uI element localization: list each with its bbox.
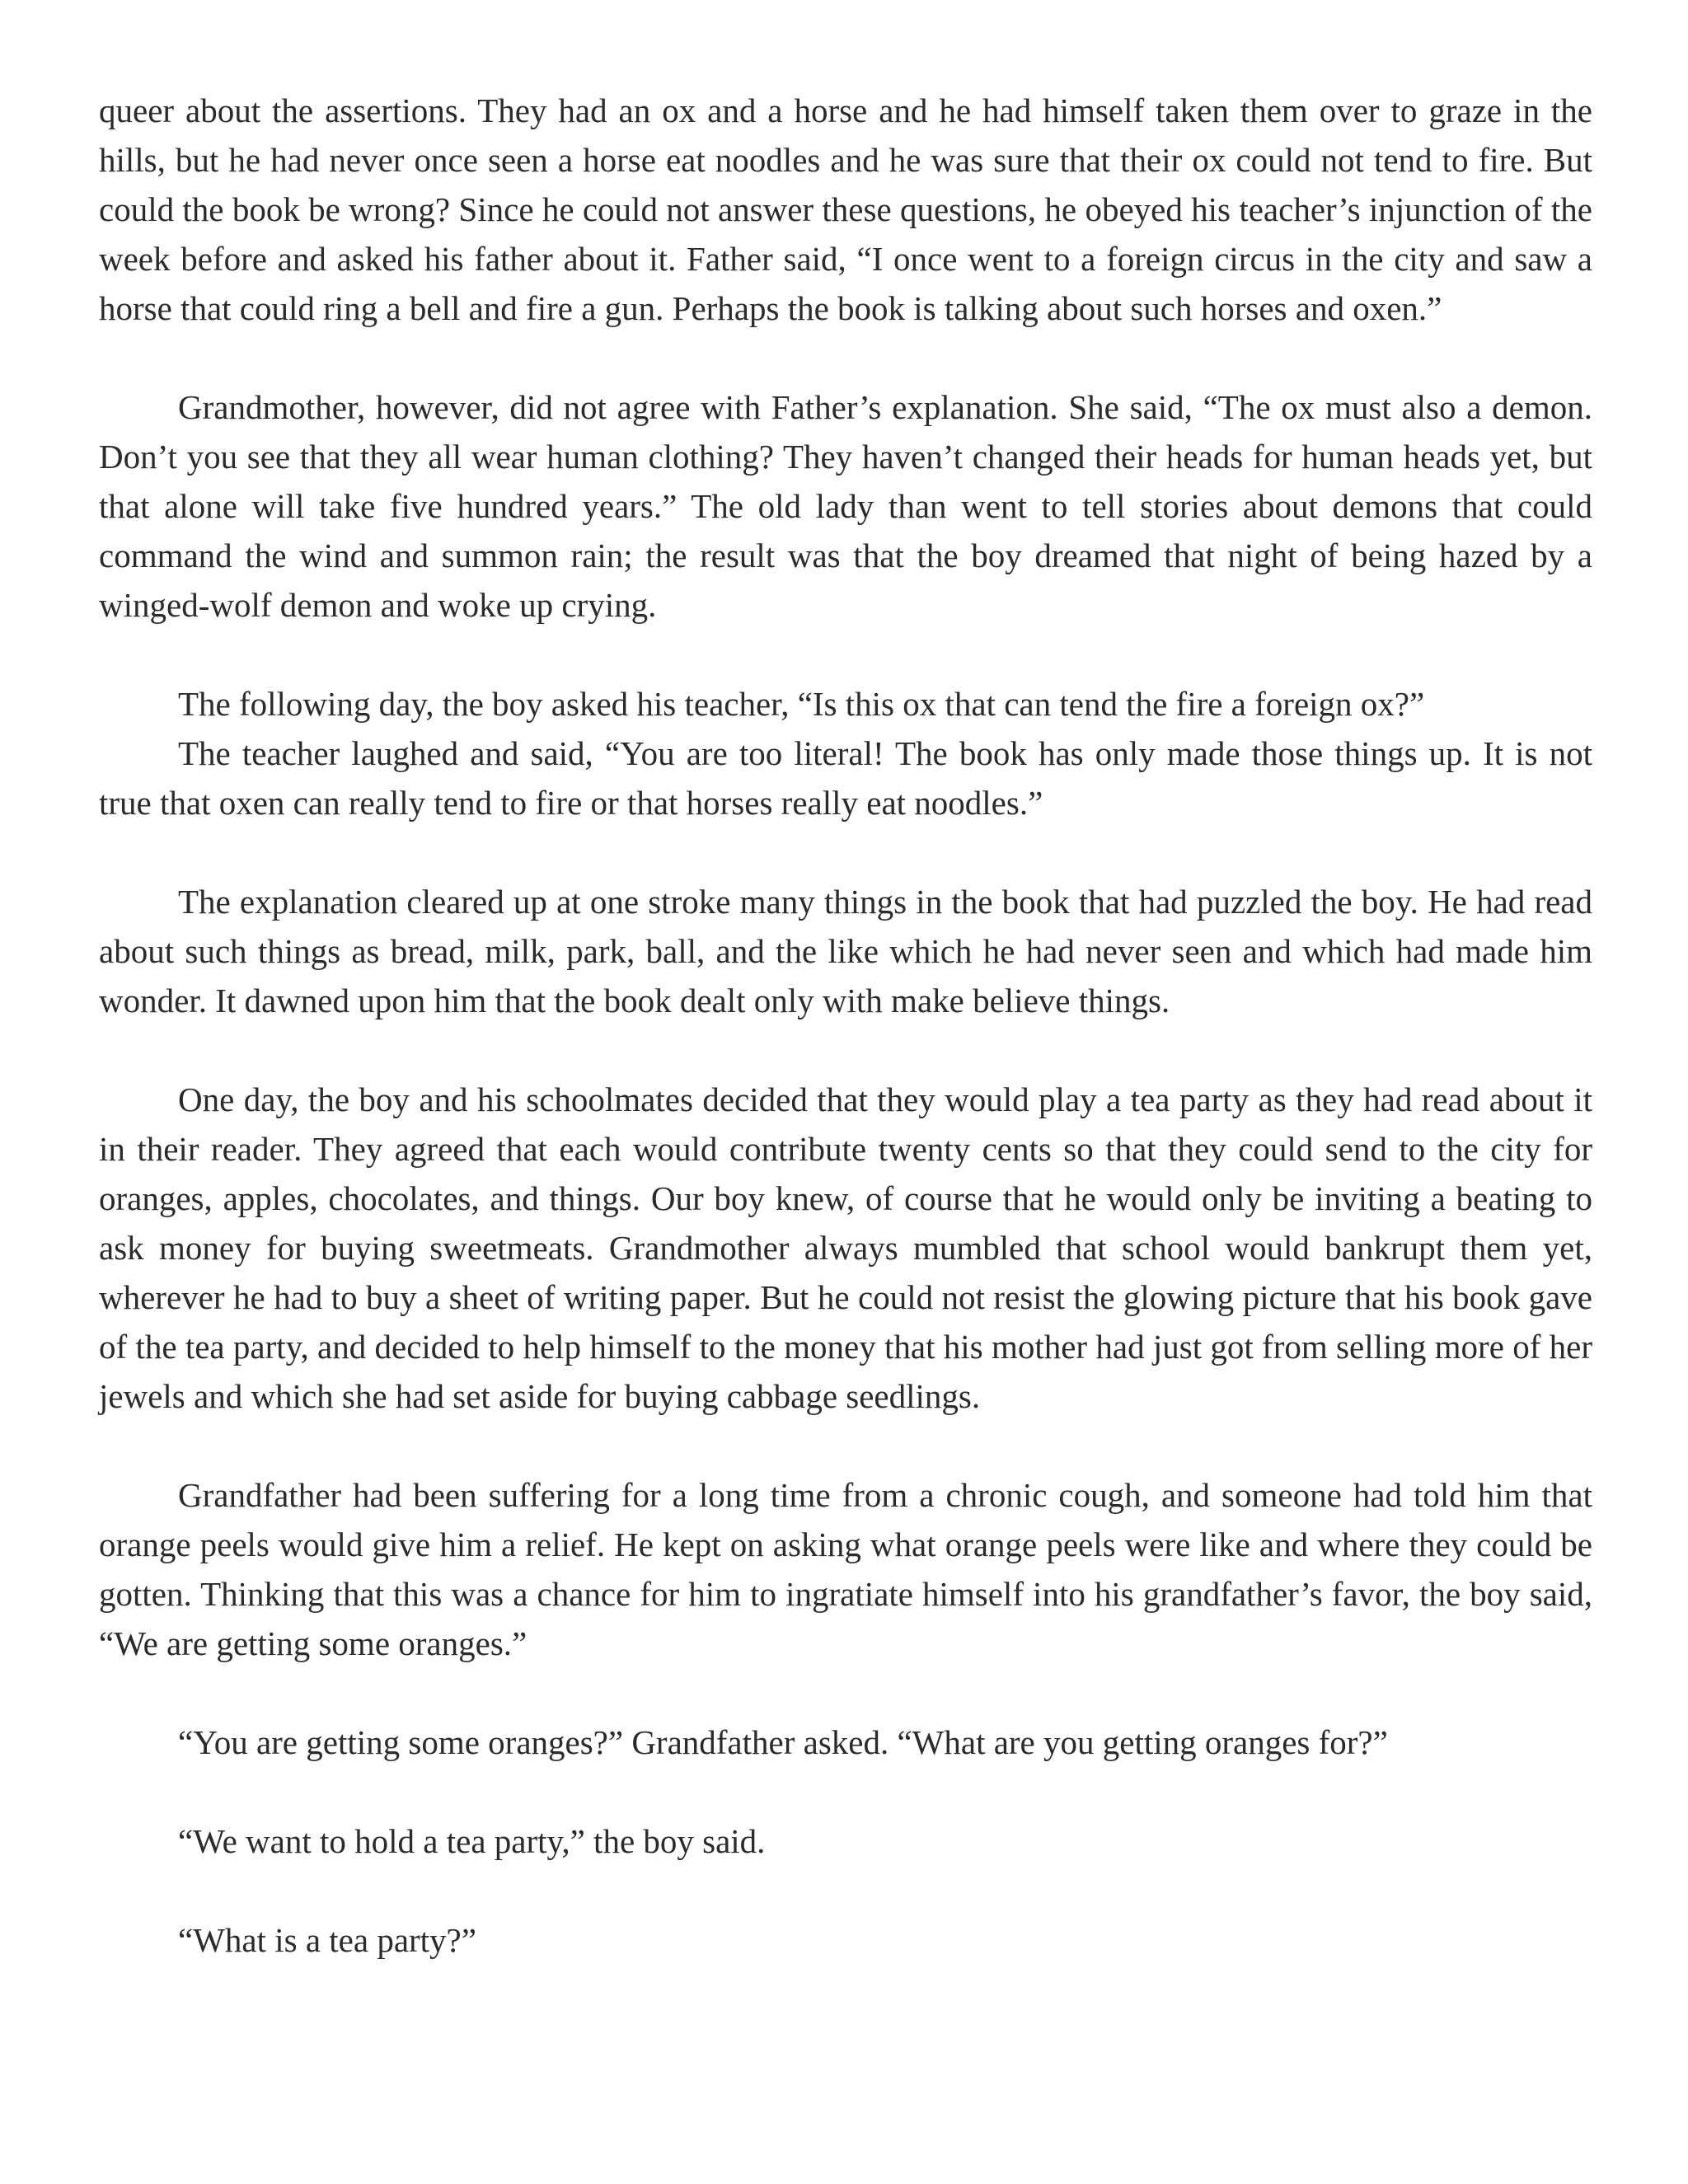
paragraph-tea-party: One day, the boy and his schoolmates decided that they would play a tea party as they had read about it in their reader. They agreed that each would contribute twenty cents so that they could send to the city for oranges, apples, chocolates, and things. Our boy knew, of course that he would only be inviting a beating to ask money for buying sweetmeats. Grandmother always mumbled that school would bankrupt them yet, wherever he had to buy a sheet of writing paper. But he could not resist the glowing picture that his book gave of the tea party, and decided to help himself to the money that his mother had just got from selling more of her jewels and which she had set aside for buying cabbage seedlings. (99, 1080, 1592, 1415)
paragraph-teacher-laughed: The teacher laughed and said, “You are too literal! The book has only made those things up. It is not true that oxen can really tend to fire or that horses really eat noodles.” (99, 734, 1592, 822)
paragraph-following-day: The following day, the boy asked his teacher, “Is this ox that can tend the fire a foreign ox?” (178, 685, 1425, 723)
paragraph-what-is-tea-party: “What is a tea party?” (178, 1921, 476, 1959)
paragraph-grandmother-explanation: Grandmother, however, did not agree with Father’s explanation. She said, “The ox must also a demon. Don’t you see that they all wear human clothing? They haven’t changed their heads for human heads yet, but that alone will take five hundred years.” The old lady than went to tell stories about demons that could command the wind and summon rain; the result was that the boy dreamed that night of being hazed by a winged-wolf demon and woke up crying. (99, 388, 1592, 624)
paragraph-grandfather-asked: “You are getting some oranges?” Grandfather asked. “What are you getting oranges for?” (178, 1723, 1388, 1761)
paragraph-explanation-cleared: The explanation cleared up at one stroke many things in the book that had puzzled the boy. He had read about such things as bread, milk, park, ball, and the like which he had never seen and which had made him wonder. It dawned upon him that the book dealt only with make believe things. (99, 883, 1592, 1019)
paragraph-boy-said: “We want to hold a tea party,” the boy said. (178, 1822, 766, 1860)
paragraph-grandfather-cough: Grandfather had been suffering for a long time from a chronic cough, and someone had told him that orange peels would give him a relief. He kept on asking what orange peels were like and where they could be gotten. Thinking that this was a chance for him to ingratiate himself into his grandfather’s favor, the boy said, “We are getting some oranges.” (99, 1476, 1592, 1662)
document-page (99, 86, 1592, 2014)
paragraph-continuation: queer about the assertions. They had an ox and a horse and he had himself taken them over to graze in the hills, but he had never once seen a horse eat noodles and he was sure that their ox could not tend to fire. But could the book be wrong? Since he could not answer these questions, he obeyed his teacher’s injunction of the week before and asked his father about it. Father said, “I once went to a foreign circus in the city and saw a horse that could ring a bell and fire a gun. Perhaps the book is talking about such horses and oxen.” (99, 91, 1592, 327)
